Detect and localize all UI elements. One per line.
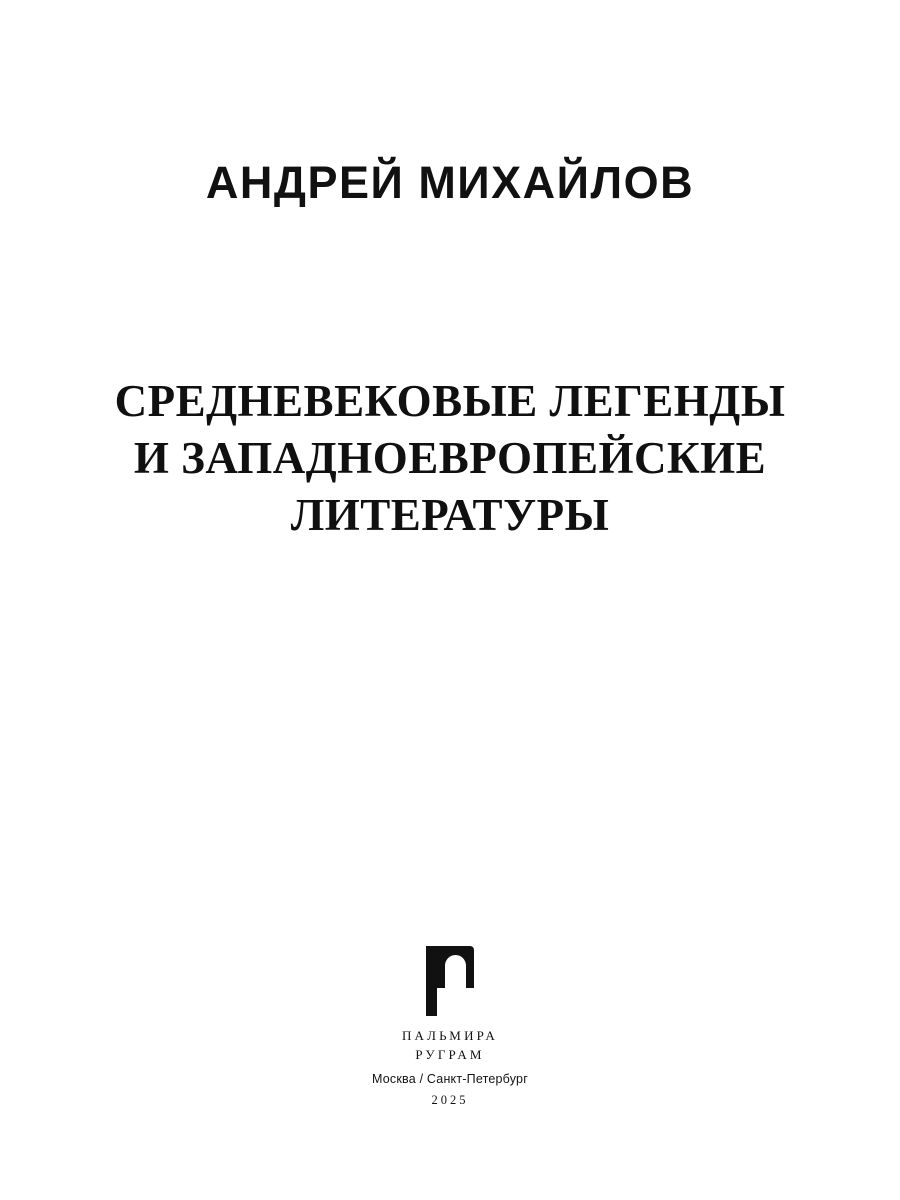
publisher-logo [0, 946, 900, 1065]
palmira-arch-logo-icon [426, 946, 474, 1016]
logo-arch-cutout [445, 955, 466, 988]
logo-stem [426, 946, 437, 1016]
book-title-line-2: И ЗАПАДНОЕВРОПЕЙСКИЕ [133, 433, 767, 484]
imprint-cities: Москва / Санкт-Петербург [372, 1072, 528, 1086]
publisher-name-line-1: ПАЛЬМИРА [401, 1028, 499, 1043]
imprint-block [0, 1072, 900, 1108]
imprint-year: 2025 [431, 1093, 469, 1107]
book-title [100, 373, 800, 544]
book-title-line-3: ЛИТЕРАТУРЫ [290, 490, 610, 541]
book-title-line-1: СРЕДНЕВЕКОВЫЕ ЛЕГЕНДЫ [114, 376, 786, 426]
publisher-name [0, 1027, 900, 1065]
author-name: АНДРЕЙ МИХАЙЛОВ [205, 157, 695, 208]
publisher-name-line-2: РУГРАМ [415, 1046, 485, 1062]
